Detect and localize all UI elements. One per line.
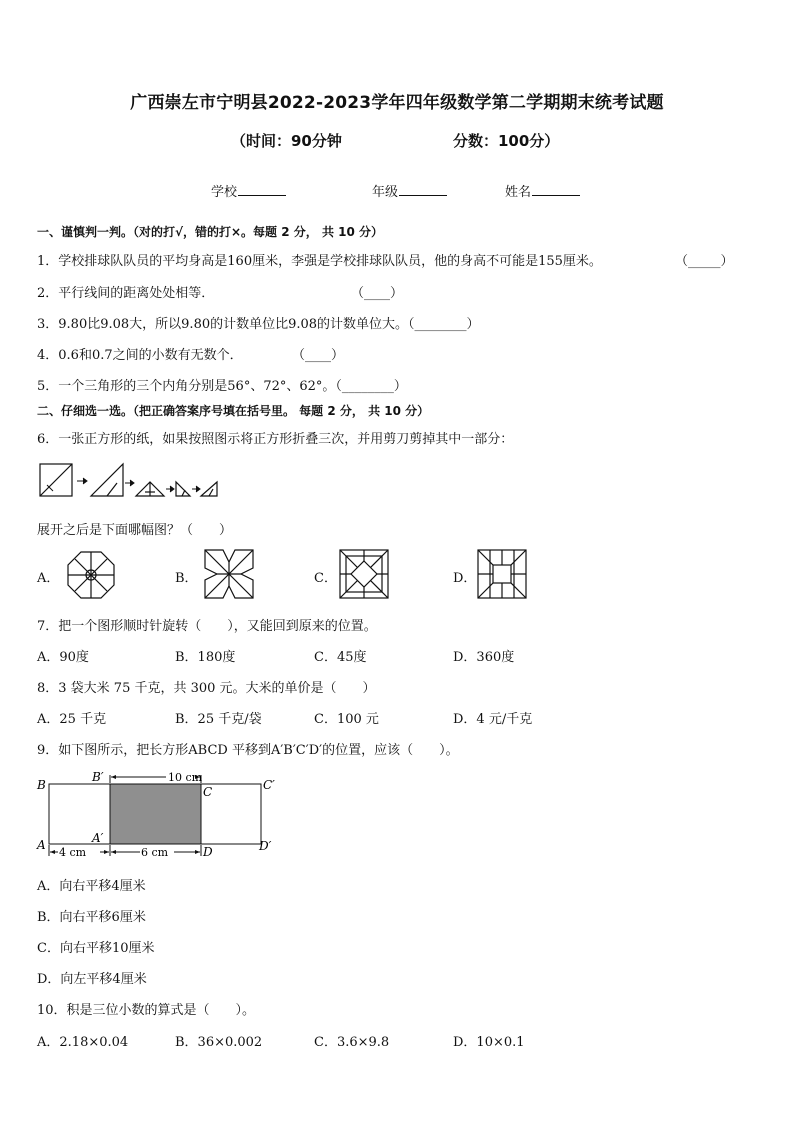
grade-field — [372, 181, 447, 200]
q6-option-b-label: B． — [175, 571, 198, 586]
label-c-prime: C′ — [263, 778, 275, 792]
question-2-answer: （____） — [351, 286, 404, 301]
q7-option-c: C．45度 — [314, 650, 367, 665]
grade-blank[interactable] — [399, 183, 447, 196]
q7-option-a: A．90度 — [37, 650, 89, 665]
dim-6cm: 6 cm — [141, 846, 169, 859]
q6-option-c-label: C． — [314, 571, 337, 586]
question-3: 3．9.80比9.08大，所以9.80的计数单位比9.08的计数单位大。（________） — [37, 317, 480, 332]
school-field — [211, 181, 286, 200]
q9-option-c: C．向右平移10厘米 — [37, 941, 155, 956]
question-1-answer: （_____） — [675, 254, 734, 269]
shaded-rectangle — [110, 784, 201, 844]
q7-option-b: B．180度 — [175, 650, 236, 665]
q6-option-d-figure[interactable] — [476, 548, 528, 600]
school-blank[interactable] — [238, 183, 286, 196]
rectangle-translation-figure — [34, 767, 284, 862]
q6-option-b-figure[interactable] — [203, 548, 255, 600]
q6-option-c-figure[interactable] — [338, 548, 390, 600]
q6-option-d-label: D． — [453, 571, 477, 586]
name-label: 姓名 — [505, 185, 532, 200]
question-4-answer: （____） — [292, 348, 345, 363]
q6-option-a-label: A． — [37, 571, 60, 586]
q8-option-a: A．25 千克 — [37, 712, 107, 727]
q7-option-d: D．360度 — [453, 650, 515, 665]
question-6: 6．一张正方形的纸，如果按照图示将正方形折叠三次，并用剪刀剪掉其中一部分： — [37, 432, 514, 447]
q10-option-c: C．3.6×9.8 — [314, 1035, 390, 1050]
section-1-heading: 一、谨慎判一判。（对的打√，错的打×。每题 2 分， 共 10 分） — [37, 225, 383, 239]
q8-option-c: C．100 元 — [314, 712, 379, 727]
q10-option-d: D．10×0.1 — [453, 1035, 525, 1050]
question-6-ask: 展开之后是下面哪幅图？（ ） — [37, 523, 233, 538]
q9-option-b: B．向右平移6厘米 — [37, 910, 146, 925]
question-10: 10．积是三位小数的算式是（ ）。 — [37, 1003, 256, 1018]
name-field — [505, 181, 580, 200]
grade-label: 年级 — [372, 185, 399, 200]
label-a-prime: A′ — [92, 831, 104, 845]
dim-4cm: 4 cm — [59, 846, 87, 859]
label-d-prime: D′ — [259, 839, 272, 853]
section-2-heading: 二、仔细选一选。（把正确答案序号填在括号里。 每题 2 分， 共 10 分） — [37, 404, 430, 418]
dim-10cm: 10 cm — [168, 771, 203, 784]
question-2: 2．平行线间的距离处处相等． — [37, 286, 215, 301]
q8-option-d: D．4 元/千克 — [453, 712, 533, 727]
label-c: C — [203, 785, 213, 799]
label-b: B — [37, 778, 46, 792]
q10-option-b: B．36×0.002 — [175, 1035, 263, 1050]
q6-option-a-figure[interactable] — [66, 550, 116, 600]
q9-option-d: D．向左平移4厘米 — [37, 972, 147, 987]
exam-time: （时间：90分钟 — [231, 132, 342, 150]
question-4: 4．0.6和0.7之间的小数有无数个． — [37, 348, 243, 363]
name-blank[interactable] — [532, 183, 580, 196]
page-title: 广西崇左市宁明县2022-2023学年四年级数学第二学期期末统考试题 — [130, 93, 664, 113]
question-8: 8．3 袋大米 75 千克，共 300 元。大米的单价是（ ） — [37, 681, 376, 696]
label-a: A — [37, 838, 46, 852]
q10-option-a: A．2.18×0.04 — [37, 1035, 129, 1050]
school-label: 学校 — [211, 185, 238, 200]
question-7: 7．把一个图形顺时针旋转（ ），又能回到原来的位置。 — [37, 619, 377, 634]
q8-option-b: B．25 千克/袋 — [175, 712, 262, 727]
question-9: 9．如下图所示，把长方形ABCD 平移到A′B′C′D′的位置，应该（ ）。 — [37, 743, 459, 758]
question-1: 1．学校排球队队员的平均身高是160厘米，李强是学校排球队队员，他的身高不可能是155厘米。 — [37, 254, 602, 269]
q9-option-a: A．向右平移4厘米 — [37, 879, 146, 894]
label-d: D — [203, 845, 213, 859]
folding-steps-figure — [37, 461, 222, 501]
label-b-prime: B′ — [92, 770, 104, 784]
exam-score: 分数：100分） — [453, 132, 560, 150]
question-5: 5．一个三角形的三个内角分别是56°、72°、62°。（________） — [37, 379, 407, 394]
